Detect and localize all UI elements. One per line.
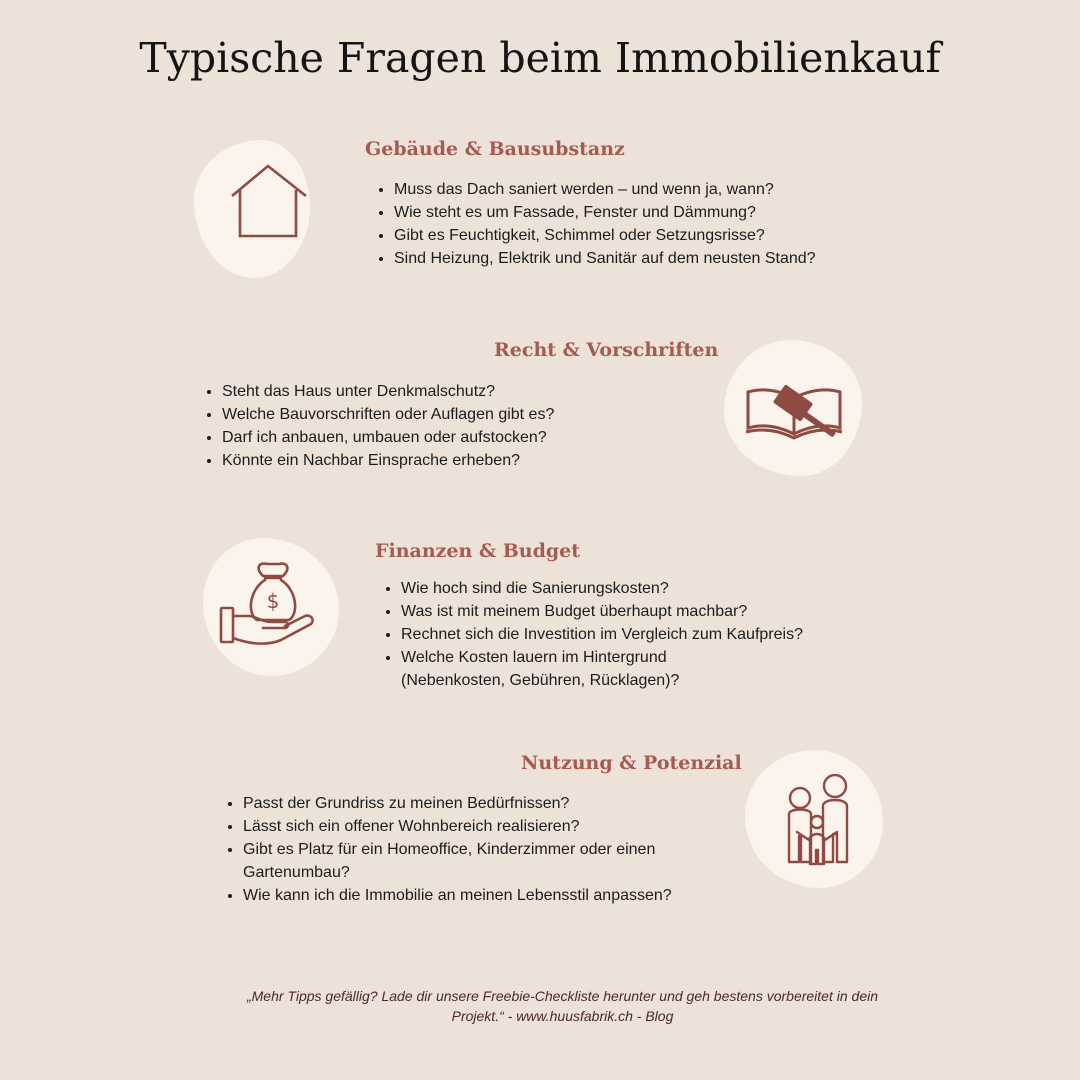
house-icon (230, 164, 314, 244)
question-list-finanzen (379, 577, 871, 692)
list-item: • Welche Kosten lauern im Hintergrund (Nebenkosten, Gebühren, Rücklagen)? (401, 646, 721, 692)
question-list-gebaeude (372, 178, 914, 270)
list-item: • Welche Bauvorschriften oder Auflagen gibt es? (222, 403, 702, 426)
question-list-nutzung (221, 792, 743, 907)
list-item: • Steht das Haus unter Denkmalschutz? (222, 380, 702, 403)
question-list-recht (200, 380, 702, 472)
law-book-gavel-icon (744, 378, 848, 448)
list-item: • Wie steht es um Fassade, Fenster und Dämmung? (394, 201, 914, 224)
list-item: • Wie hoch sind die Sanierungskosten? (401, 577, 871, 600)
family-icon (785, 774, 857, 870)
list-item: • Was ist mit meinem Budget überhaupt machbar? (401, 600, 871, 623)
family-icon-badge (745, 750, 883, 888)
list-item: • Sind Heizung, Elektrik und Sanitär auf dem neusten Stand? (394, 247, 914, 270)
money-bag-hand-icon (219, 560, 319, 652)
section-heading-gebaeude: Gebäude & Bausubstanz (365, 138, 625, 160)
page-title: Typische Fragen beim Immobilienkauf (139, 34, 941, 82)
list-item: • Könnte ein Nachbar Einsprache erheben? (222, 449, 702, 472)
list-item: • Gibt es Platz für ein Homeoffice, Kinderzimmer oder einen Gartenumbau? (243, 838, 743, 884)
list-item: • Rechnet sich die Investition im Vergleich zum Kaufpreis? (401, 623, 871, 646)
section-heading-recht: Recht & Vorschriften (494, 339, 719, 361)
law-icon-badge (724, 340, 862, 476)
footer-note: „Mehr Tipps gefällig? Lade dir unsere Freebie-Checkliste herunter und geh bestens vorbereitet in dein Projekt.“ - www.huusfabrik.ch - Blog (246, 988, 878, 1024)
section-heading-finanzen: Finanzen & Budget (375, 540, 581, 562)
svg-text:$: $ (266, 589, 280, 613)
house-icon-badge (194, 140, 310, 278)
section-heading-nutzung: Nutzung & Potenzial (521, 752, 742, 774)
list-item: • Gibt es Feuchtigkeit, Schimmel oder Setzungsrisse? (394, 224, 914, 247)
list-item: • Muss das Dach saniert werden – und wenn ja, wann? (394, 178, 914, 201)
list-item: • Wie kann ich die Immobilie an meinen Lebensstil anpassen? (243, 884, 743, 907)
list-item: • Lässt sich ein offener Wohnbereich realisieren? (243, 815, 743, 838)
list-item: • Passt der Grundriss zu meinen Bedürfnissen? (243, 792, 743, 815)
list-item: • Darf ich anbauen, umbauen oder aufstocken? (222, 426, 702, 449)
money-icon-badge (203, 538, 339, 676)
